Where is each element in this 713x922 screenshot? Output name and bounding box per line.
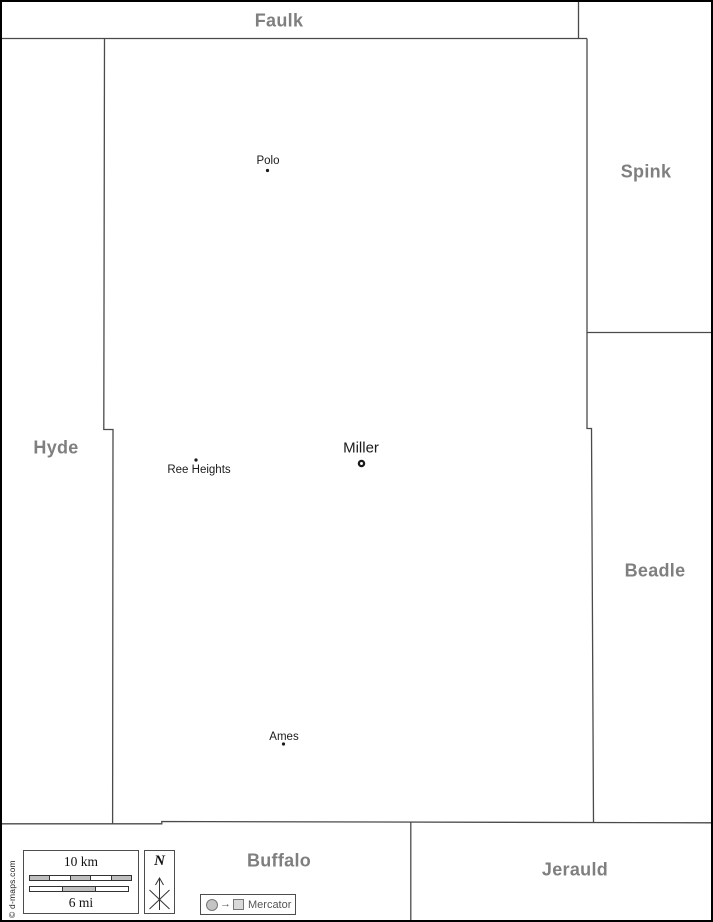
region-label-hyde: Hyde	[33, 437, 79, 458]
projection-name: Mercator	[248, 898, 292, 911]
town-marker-polo	[266, 169, 269, 172]
county-boundaries	[2, 2, 711, 920]
region-label-jerauld: Jerauld	[541, 859, 609, 880]
scale-segment	[62, 887, 95, 891]
boundary-south	[2, 822, 711, 824]
globe-circle-icon	[206, 899, 218, 911]
compass	[144, 850, 175, 914]
scale-segment	[111, 876, 131, 880]
county-seat-marker-miller	[359, 461, 364, 466]
region-label-buffalo: Buffalo	[246, 850, 312, 871]
boundary-west-hyde	[104, 39, 113, 825]
region-label-faulk: Faulk	[254, 10, 304, 31]
town-label-ames: Ames	[269, 731, 299, 743]
town-label-ree-heights: Ree Heights	[167, 464, 231, 476]
scale-bar	[23, 850, 139, 914]
region-label-spink: Spink	[620, 161, 672, 182]
town-label-polo: Polo	[256, 155, 280, 167]
town-marker-ree-heights	[194, 458, 197, 461]
boundary-east-spink-beadle	[587, 39, 594, 823]
scale-mi-bar	[29, 886, 129, 892]
scale-segment	[30, 887, 62, 891]
region-label-beadle: Beadle	[624, 560, 686, 581]
scale-segment	[30, 876, 49, 880]
scale-km-label: 10 km	[63, 854, 99, 869]
projected-square-icon	[233, 899, 244, 910]
scale-km-bar	[29, 875, 132, 881]
scale-mi-label: 6 mi	[68, 895, 94, 910]
compass-star-icon	[145, 873, 174, 913]
map-credit: © d-maps.com	[7, 860, 17, 918]
scale-segment	[95, 887, 128, 891]
scale-segment	[70, 876, 90, 880]
projection-legend	[200, 894, 296, 915]
compass-north-label: N	[154, 853, 165, 869]
town-label-miller: Miller	[343, 439, 379, 457]
arrow-right-icon: →	[220, 898, 231, 910]
scale-segment	[90, 876, 110, 880]
scale-segment	[49, 876, 69, 880]
